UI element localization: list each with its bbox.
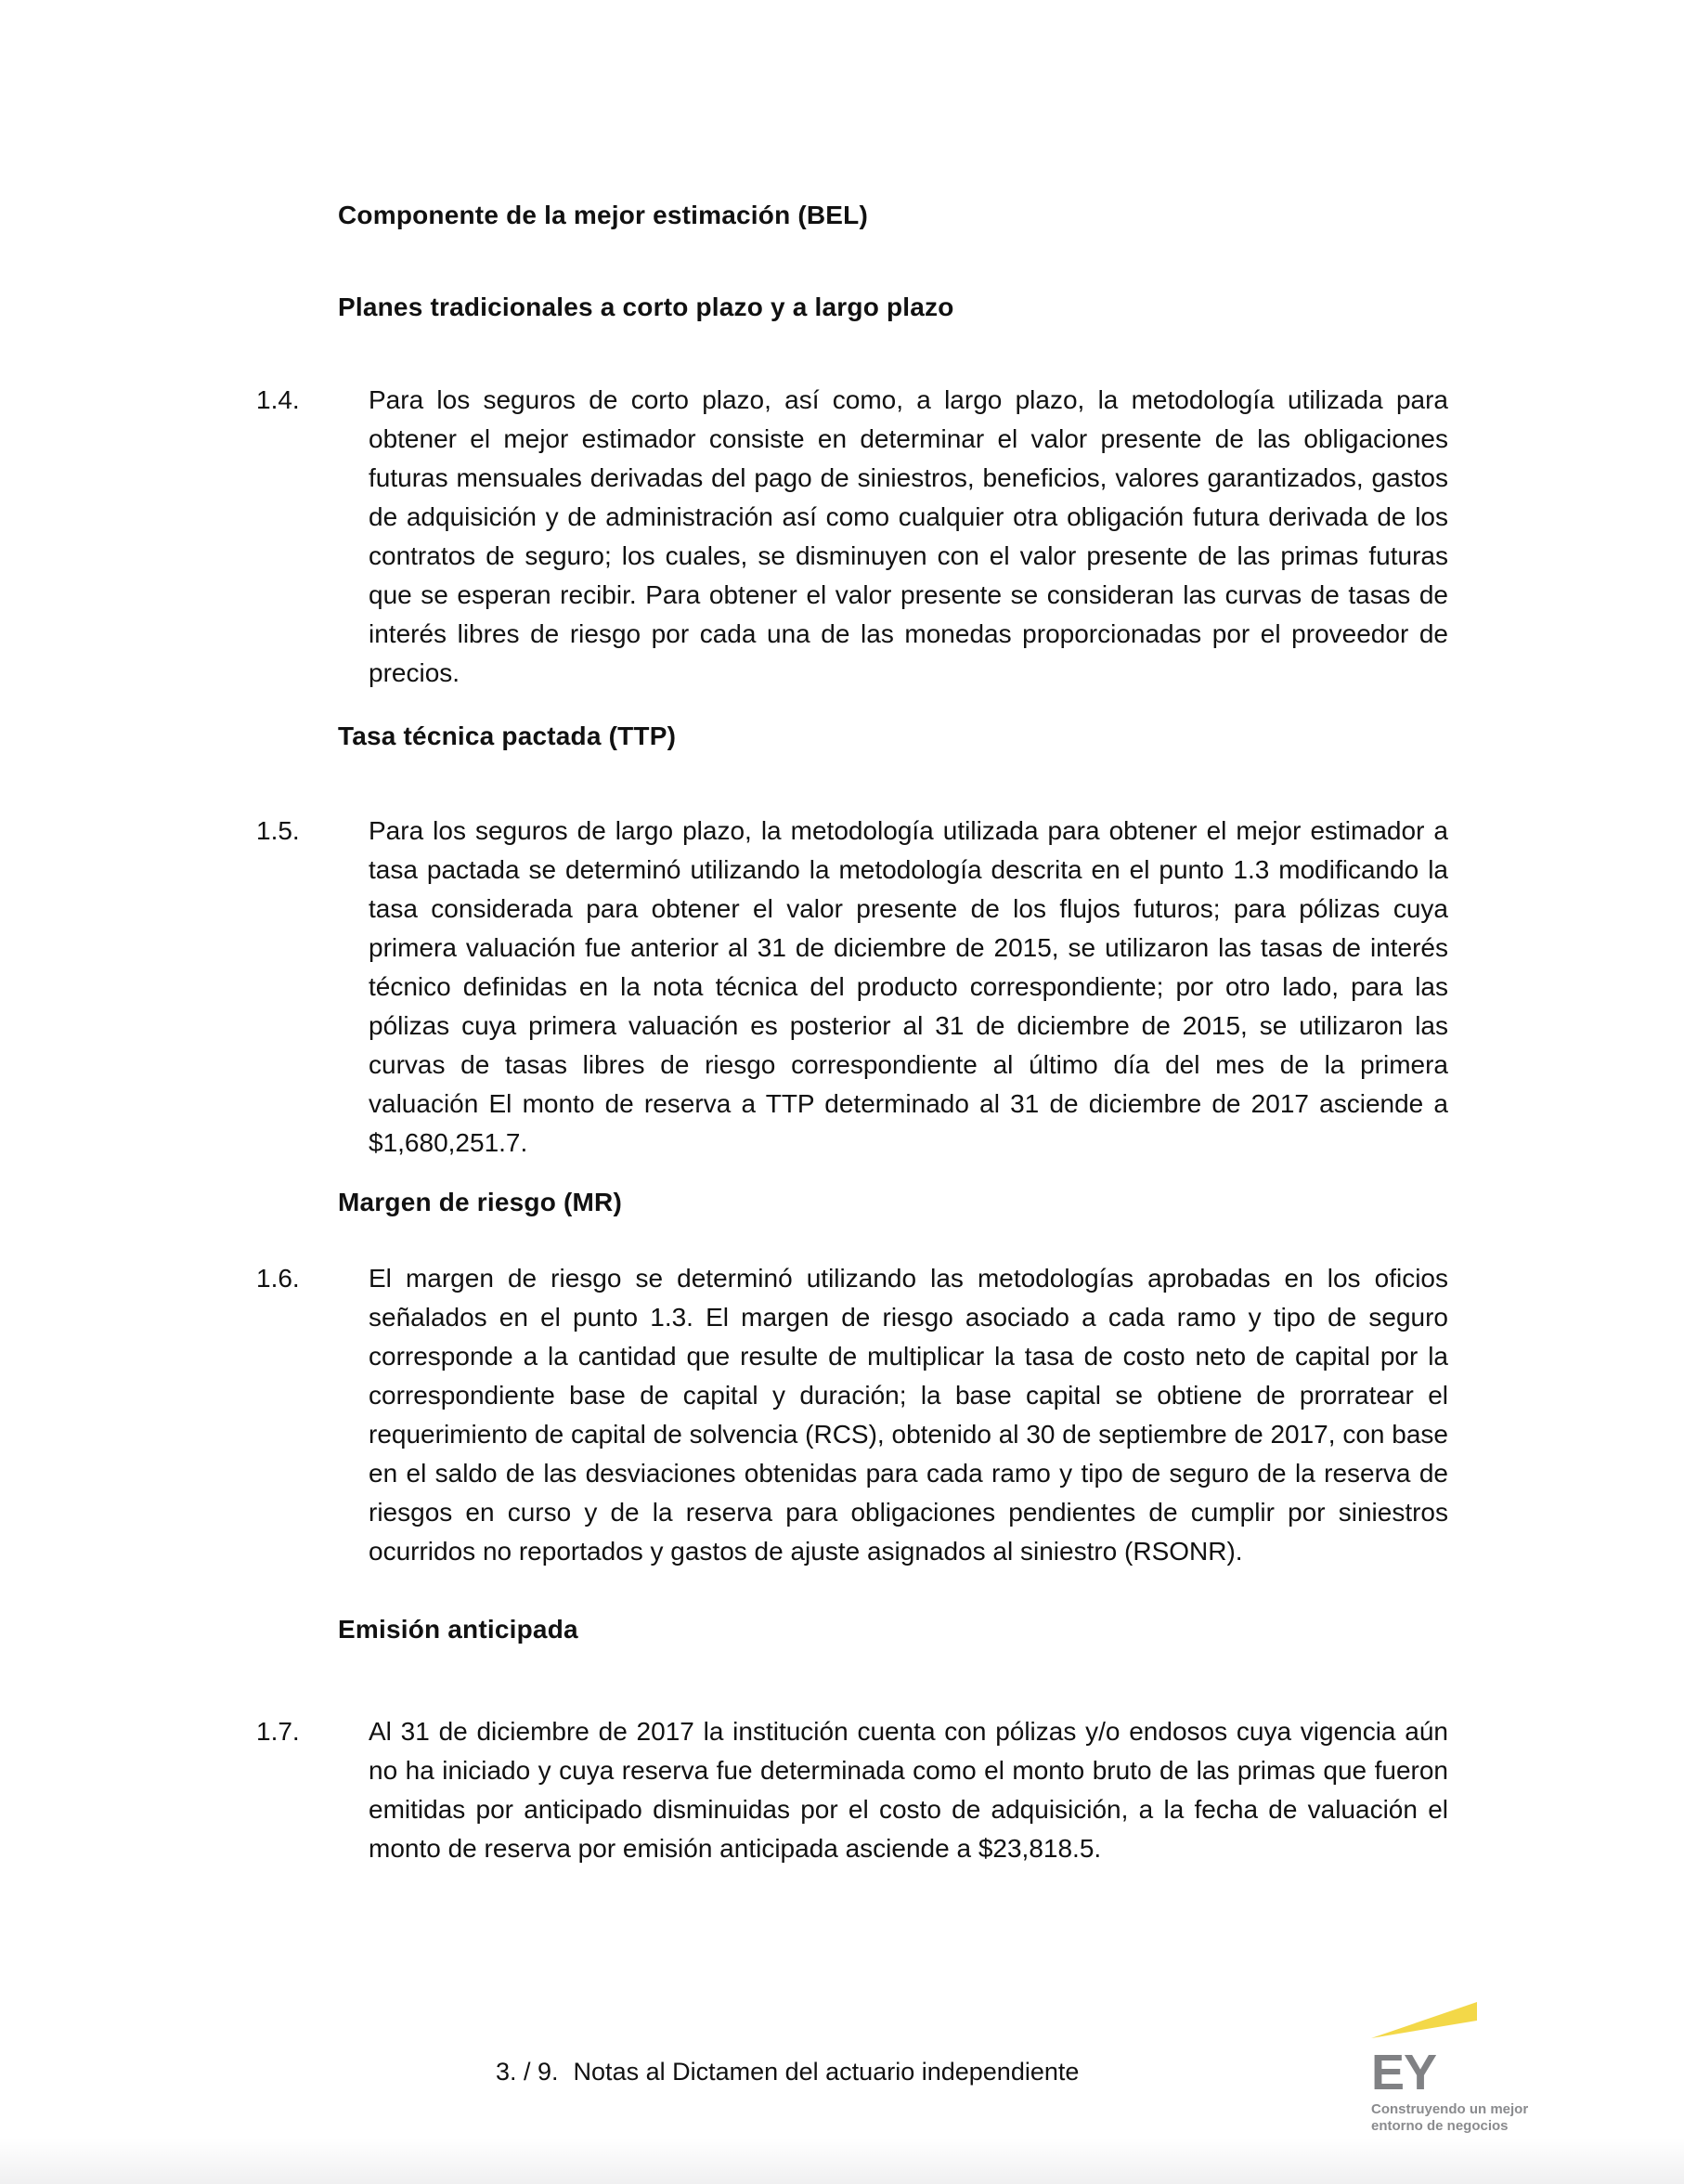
page-footer [496,2056,1079,2087]
paragraph-1-5 [256,812,1448,1163]
paragraph-1-4-number: 1.4. [256,385,300,414]
paragraph-1-6-number: 1.6. [256,1264,300,1293]
page-bottom-shade [0,2138,1684,2184]
paragraph-1-4 [256,381,1448,693]
paragraph-1-5-text: Para los seguros de largo plazo, la metodología utilizada para obtener el mejor estimador a tasa pactada se determinó utilizando la metodología descrita en el punto 1.3 modificando la tasa considerada para obtener el valor presente de los flujos futuros; para pólizas cuya primera valuación fue anterior al 31 de diciembre de 2015, se utilizaron las tasas de interés técnico definidas en la nota técnica del producto correspondiente; por otro lado, para las pólizas cuya primera valuación es posterior al 31 de diciembre de 2015, se utilizaron las curvas de tasas libres de riesgo correspondiente al último día del mes de la primera valuación El monto de reserva a TTP determinado al 31 de diciembre de 2017 asciende a $1,680,251.7. [369,816,1448,1157]
ey-logo [1371,1995,1529,2135]
heading-componente-bel: Componente de la mejor estimación (BEL) [338,201,868,229]
paragraph-1-6-text: El margen de riesgo se determinó utilizando las metodologías aprobadas en los oficios señalados en el punto 1.3. El margen de riesgo asociado a cada ramo y tipo de seguro corresponde a la cantidad que resulte de multiplicar la tasa de costo neto de capital por la correspondiente base de capital y duración; la base capital se obtiene de prorratear el requerimiento de capital de solvencia (RCS), obtenido al 30 de septiembre de 2017, con base en el saldo de las desviaciones obtenidas para cada ramo y tipo de seguro de la reserva de riesgos en curso y de la reserva para obligaciones pendientes de cumplir por siniestros ocurridos no reportados y gastos de ajuste asignados al siniestro (RSONR). [369,1264,1448,1566]
paragraph-1-7-text: Al 31 de diciembre de 2017 la institución cuenta con pólizas y/o endosos cuya vigencia aún no ha iniciado y cuya reserva fue determinada como el monto bruto de las primas que fueron emitidas por anticipado disminuidas por el costo de adquisición, a la fecha de valuación el monto de reserva por emisión anticipada asciende a $23,818.5. [369,1717,1448,1863]
paragraph-1-4-text: Para los seguros de corto plazo, así como, a largo plazo, la metodología utilizada para obtener el mejor estimador consiste en determinar el valor presente de las obligaciones futuras mensuales derivadas del pago de siniestros, beneficios, valores garantizados, gastos de adquisición y de administración así como cualquier otra obligación futura derivada de los contratos de seguro; los cuales, se disminuyen con el valor presente de las primas futuras que se esperan recibir. Para obtener el valor presente se consideran las curvas de tasas de interés libres de riesgo por cada una de las monedas proporcionadas por el proveedor de precios. [369,385,1448,687]
heading-tasa-tecnica-pactada: Tasa técnica pactada (TTP) [338,722,677,750]
ey-tagline-line1: Construyendo un mejor [1371,2101,1529,2117]
paragraph-1-6 [256,1259,1448,1571]
paragraph-1-5-number: 1.5. [256,816,300,845]
heading-margen-de-riesgo: Margen de riesgo (MR) [338,1188,623,1216]
heading-planes-tradicionales: Planes tradicionales a corto plazo y a largo plazo [338,292,954,321]
paragraph-1-7 [256,1712,1448,1868]
ey-tagline [1371,2101,1529,2135]
heading-emision-anticipada: Emisión anticipada [338,1615,578,1644]
ey-wordmark: EY [1371,2045,1437,2100]
paragraph-1-7-number: 1.7. [256,1717,300,1746]
page-number-indicator: 3. / 9. [496,2058,559,2086]
ey-beam-icon [1371,1995,1483,2041]
document-content [256,200,1448,1868]
footer-document-title: Notas al Dictamen del actuario independiente [573,2058,1080,2086]
ey-tagline-line2: entorno de negocios [1371,2118,1509,2134]
